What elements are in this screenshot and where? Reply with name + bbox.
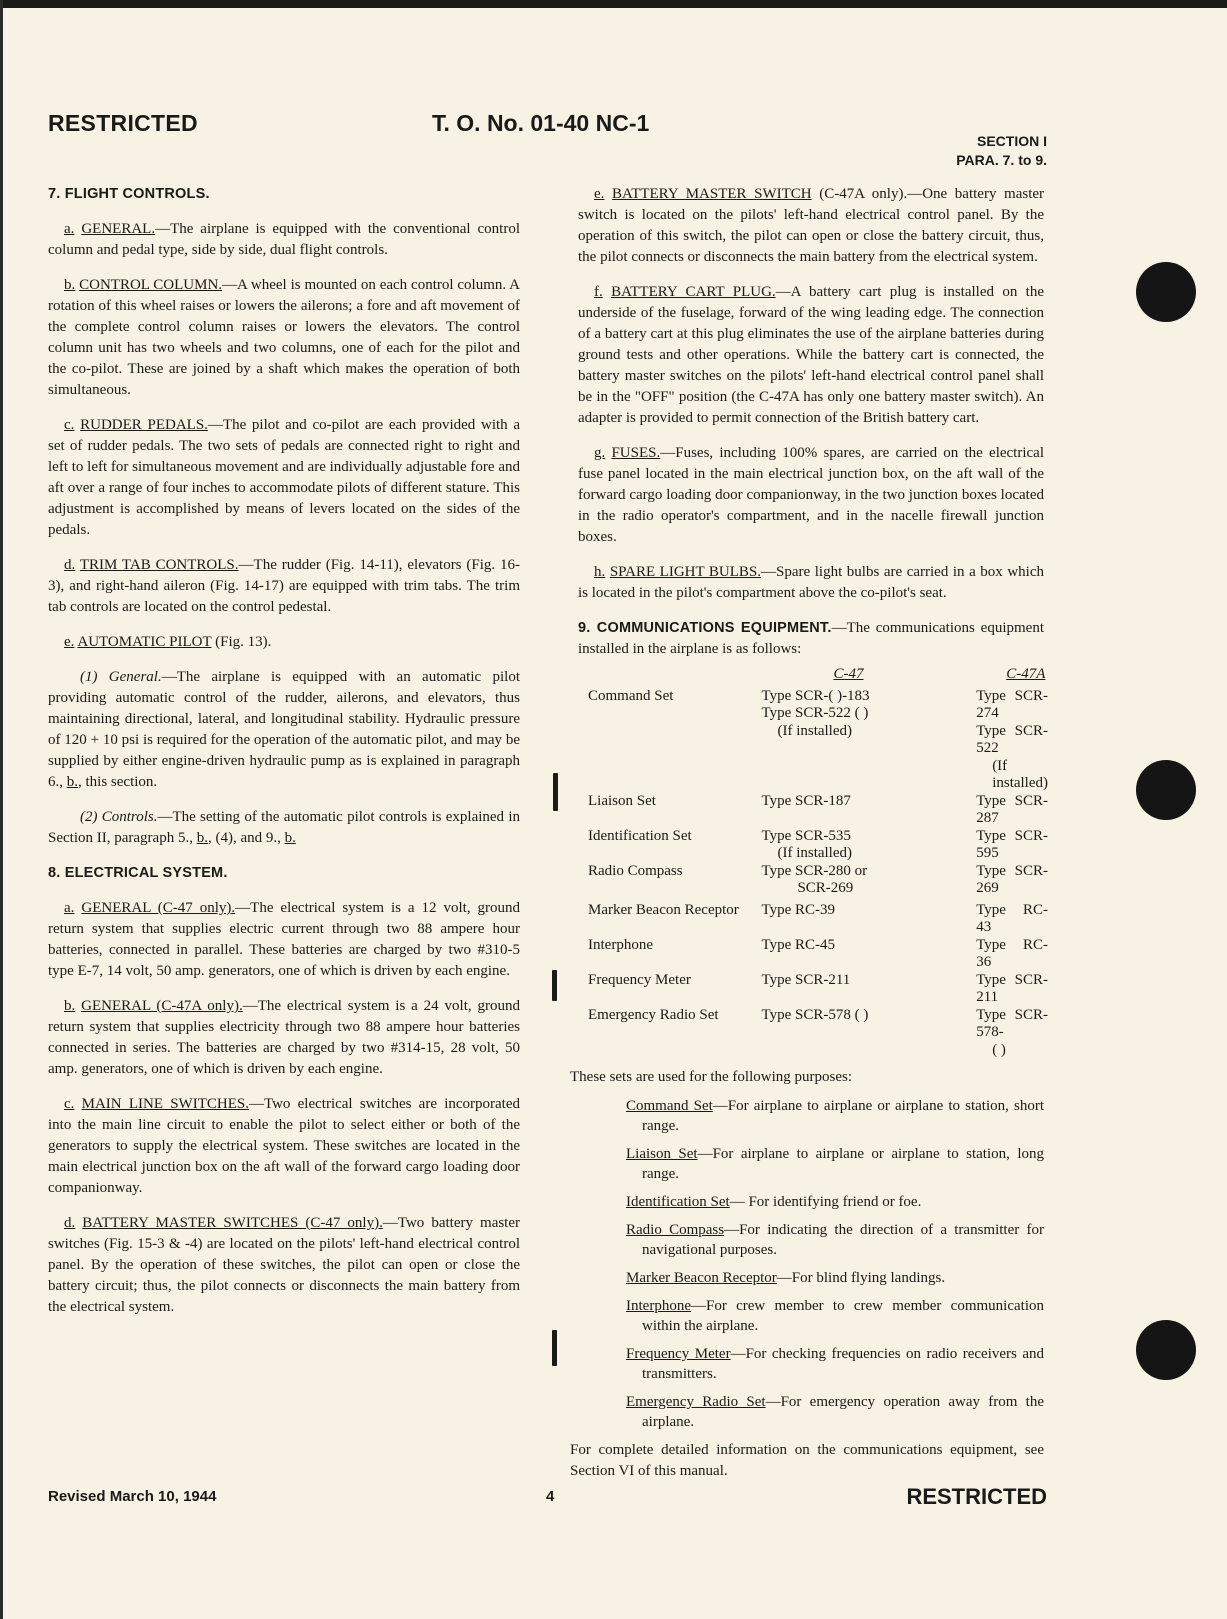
footer-page-number: 4	[546, 1488, 555, 1505]
para-8d: d. BATTERY MASTER SWITCHES (C-47 only).—Two battery master switches (Fig. 15-3 & -4) are located on the pilots' left-hand electrical control panel. By the operation of these switches, the pilot can open or close the battery circuit; thus, the pilot connects or disconnects the main battery from the electrical system.	[48, 1215, 521, 1315]
punch-hole-icon	[1136, 760, 1196, 820]
purpose-item: Identification Set— For identifying friend or foe.	[626, 1194, 922, 1210]
header-section-ref	[956, 132, 1047, 170]
equipment-table	[588, 666, 1048, 1059]
para-7d: d. TRIM TAB CONTROLS.—The rudder (Fig. 14-11), elevators (Fig. 16-3), and right-hand aileron (Fig. 14-17) are equipped with trim tabs. The trim tab controls are located on the control pedestal.	[48, 557, 520, 615]
revision-change-bar	[552, 970, 557, 1001]
heading-8h: SPARE LIGHT BULBS.	[609, 564, 762, 580]
para-8g: g. FUSES.—Fuses, including 100% spares, are carried on the electrical fuse panel located in the main electrical junction box, on the aft wall of the forward cargo loading door companionway, in the two junction boxes located in the radio operator's compartment, and in the nacelle firewall junction boxes.	[578, 445, 1044, 545]
table-row: Command Set Type SCR-( )-183 Type SCR-522 ( ) (If installed) Type SCR-274 Type SCR-522 (If installed)	[588, 687, 1049, 791]
header-classification: RESTRICTED	[48, 110, 198, 136]
para-7c: c. RUDDER PEDALS.—The pilot and co-pilot are each provided with a set of rudder pedals. The two sets of pedals are connected right to right and left to left for simultaneous movement and are individually adjustable fore and aft over a range of four inches to accommodate pilots of different stature. This adjustment is accomplished by means of levers located on the sides of the pedals.	[48, 417, 520, 538]
revision-change-bar	[552, 1330, 557, 1366]
section-7-title: 7. FLIGHT CONTROLS.	[48, 186, 210, 202]
para-7e1: (1) General.—The airplane is equipped with an automatic pilot providing automatic control of the rudder, ailerons, and elevators, thus maintaining directional, lateral, and longitudinal stability. Hydraulic pressure of 120 + 10 psi is required for the operation of the automatic pilot, and may be supplied by either engine-driven hydraulic pump as is explained in paragraph 6., b., this section.	[48, 669, 520, 790]
purpose-item: Interphone—For crew member to crew member communication within the airplane.	[626, 1298, 1044, 1334]
table-row: Emergency Radio Set Type SCR-578 ( ) Type SCR-578- ( )	[588, 1006, 1048, 1058]
header-paragraphs: PARA. 7. to 9.	[956, 152, 1047, 168]
table-row: Radio Compass Type SCR-280 or SCR-269 Type SCR-269	[588, 862, 1048, 896]
para-8f: f. BATTERY CART PLUG.—A battery cart plug is installed on the underside of the fuselage, forward of the wing leading edge. The connection of a battery cart at this plug eliminates the use of the airplane batteries during ground tests and other operations. While the battery cart is connected, the battery master switches on the pilots' left-hand electrical control panel shall be in the "OFF" position (the C-47A has only one battery master switch). An adapter is provided to permit connection of the British battery cart.	[578, 284, 1045, 426]
punch-hole-icon	[1136, 1320, 1196, 1380]
right-column	[570, 184, 1049, 1496]
purpose-item: Liaison Set—For airplane to airplane or airplane to station, long range.	[626, 1146, 1044, 1182]
section-8-title: 8. ELECTRICAL SYSTEM.	[48, 865, 228, 881]
purpose-item: Radio Compass—For indicating the direction of a transmitter for navigational purposes.	[626, 1222, 1044, 1258]
heading-8g: FUSES.	[611, 445, 661, 461]
purpose-item: Command Set—For airplane to airplane or airplane to station, short range.	[626, 1098, 1044, 1134]
table-row: Identification Set Type SCR-535 (If installed) Type SCR-595	[588, 827, 1048, 861]
para-8h: h. SPARE LIGHT BULBS.—Spare light bulbs are carried in a box which is located in the pilot's compartment above the co-pilot's seat.	[578, 564, 1045, 601]
para-9-intro: 9. COMMUNICATIONS EQUIPMENT.—The communications equipment installed in the airplane is as follows:	[578, 620, 1044, 657]
col-header-c47a: C-47A	[1006, 666, 1046, 682]
equipment-table-header	[588, 666, 1048, 688]
heading-7b: CONTROL COLUMN.	[79, 277, 223, 293]
col-header-set	[588, 666, 761, 688]
table-row: Frequency Meter Type SCR-211 Type SCR-211	[588, 971, 1048, 1005]
para-7a: a. GENERAL.—The airplane is equipped with the conventional control column and pedal type, side by side, dual flight controls.	[48, 221, 520, 258]
purpose-item: Frequency Meter—For checking frequencies on radio receivers and transmitters.	[626, 1346, 1044, 1382]
heading-8e: BATTERY MASTER SWITCH	[612, 186, 812, 202]
heading-8a: GENERAL (C-47 only).	[81, 900, 236, 916]
scan-left-edge	[0, 0, 3, 1619]
heading-7a: GENERAL.	[81, 221, 156, 237]
footer-revision-date: Revised March 10, 1944	[48, 1488, 217, 1505]
header-section: SECTION I	[976, 133, 1047, 149]
purpose-item: Marker Beacon Receptor—For blind flying landings.	[626, 1270, 946, 1286]
table-row: Liaison Set Type SCR-187 Type SCR-287	[588, 792, 1048, 826]
para-7b: b. CONTROL COLUMN.—A wheel is mounted on each control column. A rotation of this wheel raises or lowers the ailerons; a fore and aft movement of the complete control column raises or lowers the elevators. The control column unit has two wheels and two columns, one of each for the pilot and the co-pilot. These are joined by a shaft which makes the operation of both simultaneous.	[48, 277, 521, 398]
revision-change-bar	[553, 773, 558, 811]
punch-hole-icon	[1136, 262, 1196, 322]
footer-classification: RESTRICTED	[906, 1484, 1047, 1509]
purpose-item: Emergency Radio Set—For emergency operation away from the airplane.	[626, 1394, 1045, 1430]
heading-8c: MAIN LINE SWITCHES.	[81, 1096, 249, 1112]
para-8a: a. GENERAL (C-47 only).—The electrical system is a 12 volt, ground return system that supplies electric current through two 88 ampere hour batteries, connected in parallel. These batteries are charged by two #310-5 type E-7, 14 volt, 50 amp. generators, one of which is driven by each engine.	[48, 900, 521, 979]
table-row: Marker Beacon Receptor Type RC-39 Type RC-43	[588, 901, 1048, 935]
header-to-number: T. O. No. 01-40 NC-1	[432, 110, 650, 136]
heading-7e: AUTOMATIC PILOT	[77, 634, 212, 650]
para-7e: e. AUTOMATIC PILOT (Fig. 13).	[64, 634, 272, 650]
scan-top-edge	[0, 0, 1227, 8]
para-8c: c. MAIN LINE SWITCHES.—Two electrical switches are incorporated into the main line circuit to enable the pilot to select either or both of the generators to supply the electrical system. These switches are located in the main electrical junction box on the aft wall of the forward cargo loading door companionway.	[48, 1096, 521, 1196]
heading-8b: GENERAL (C-47A only).	[81, 998, 243, 1014]
heading-8d: BATTERY MASTER SWITCHES (C-47 only).	[82, 1215, 383, 1231]
heading-7d: TRIM TAB CONTROLS.	[79, 557, 239, 573]
para-8b: b. GENERAL (C-47A only).—The electrical system is a 24 volt, ground return system that supplies electricity through two 88 ampere hour batteries connected in series. The batteries are charged by two #314-15, 28 volt, 50 amp. generators, one of which is driven by each engine.	[48, 998, 520, 1077]
para-7e2: (2) Controls.—The setting of the automatic pilot controls is explained in Section II, paragraph 5., b., (4), and 9., b.	[48, 809, 520, 846]
heading-8f: BATTERY CART PLUG.	[611, 284, 776, 300]
table-row: Interphone Type RC-45 Type RC-36	[588, 936, 1048, 970]
purposes-intro: These sets are used for the following purposes:	[570, 1069, 853, 1085]
col-header-c47: C-47	[833, 666, 864, 682]
heading-7c: RUDDER PEDALS.	[80, 417, 208, 433]
para-8e: e. BATTERY MASTER SWITCH (C-47A only).—One battery master switch is located on the pilots' left-hand electrical control panel. By the operation of this switch, the pilot can open or close the battery circuit, thus, the pilot connects or disconnects the main battery from the electrical system.	[578, 186, 1045, 265]
closing-note: For complete detailed information on the communications equipment, see Section VI of this manual.	[570, 1442, 1044, 1479]
section-9-title: 9. COMMUNICATIONS EQUIPMENT.	[578, 620, 832, 636]
left-column	[48, 184, 520, 1332]
